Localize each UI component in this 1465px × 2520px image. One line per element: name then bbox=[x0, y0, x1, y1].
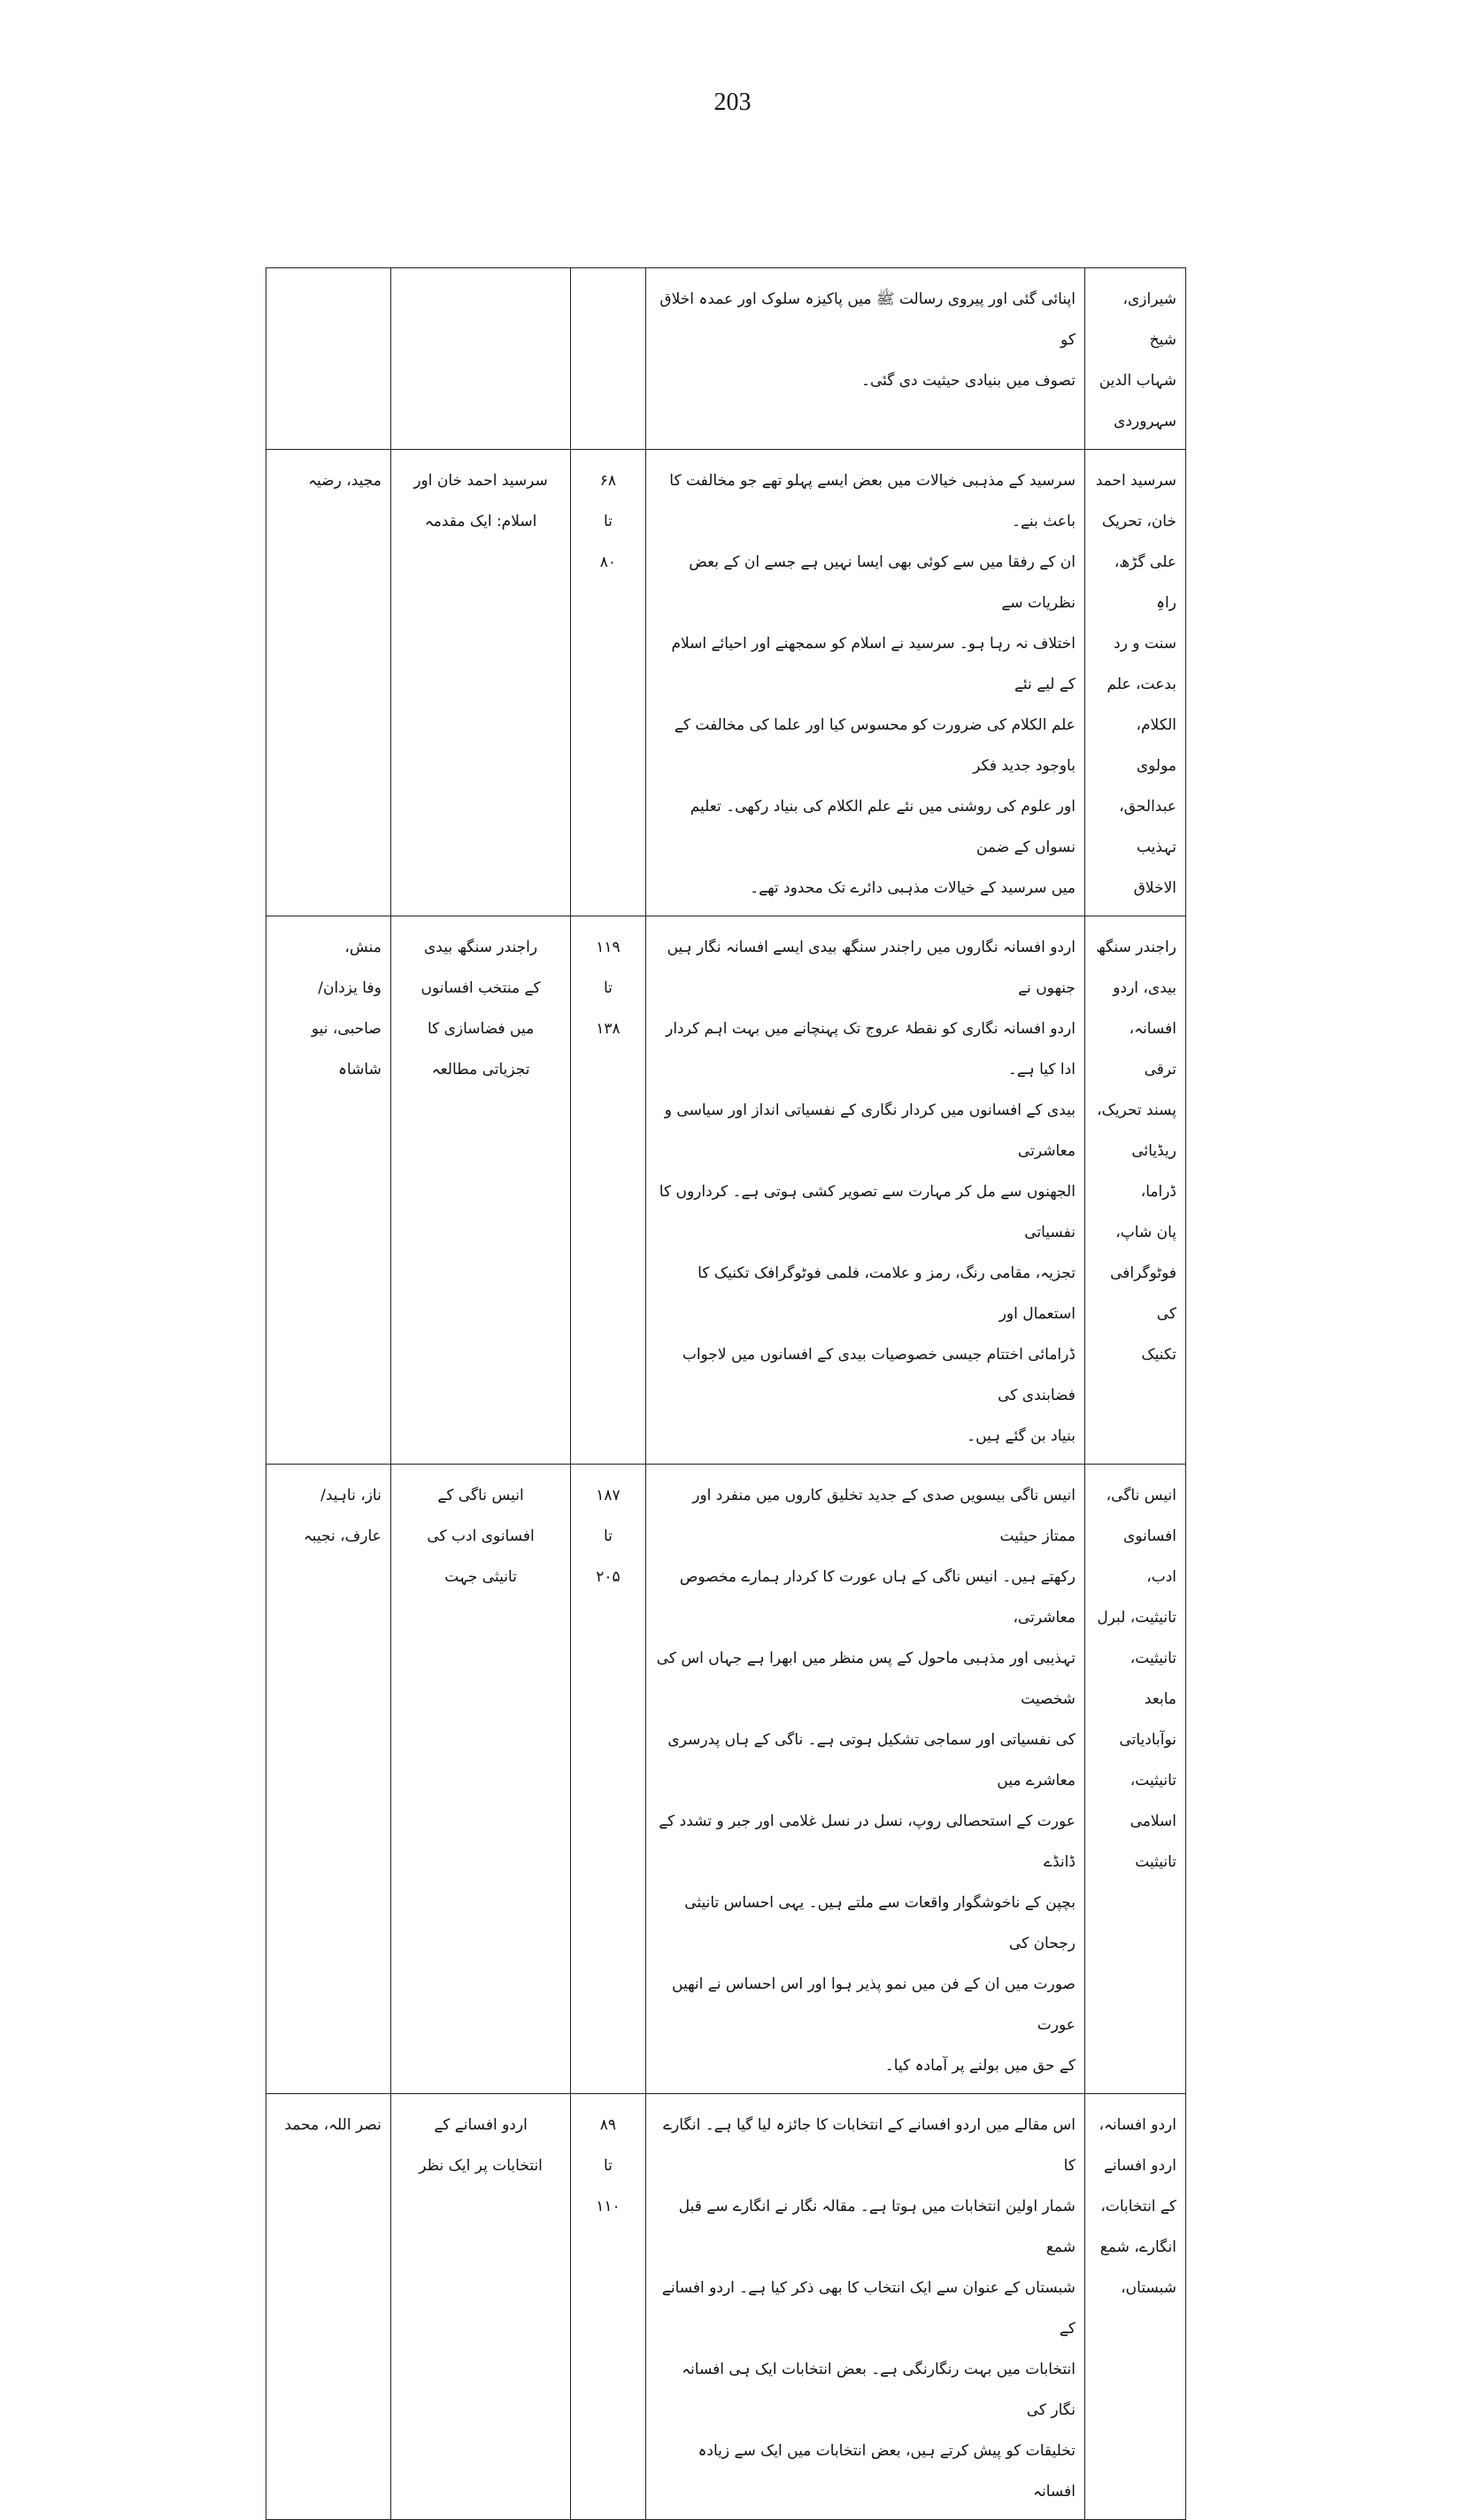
title-cell bbox=[390, 450, 570, 916]
summary-line: شبستاں کے عنوان سے ایک انتخاب کا بھی ذکر کیا ہے۔ اردو افسانے کے bbox=[661, 2279, 1076, 2338]
keywords-cell bbox=[1084, 916, 1185, 1465]
keywords-cell bbox=[1084, 2094, 1185, 2520]
keyword-line: اردو افسانہ، bbox=[1099, 2116, 1176, 2134]
author-cell bbox=[266, 916, 391, 1465]
page-range-line: ۸۰ bbox=[599, 553, 617, 571]
summary-cell bbox=[645, 450, 1084, 916]
author-line: شاشاہ bbox=[338, 1061, 382, 1078]
title-line: انیس ناگی کے bbox=[437, 1487, 524, 1504]
summary-line: بنیاد بن گئے ہیں۔ bbox=[967, 1427, 1076, 1445]
summary-line: علم الکلام کی ضرورت کو محسوس کیا اور علما کی مخالفت کے باوجود جدید فکر bbox=[674, 716, 1076, 775]
table-row bbox=[266, 1465, 1186, 2094]
author-cell bbox=[266, 2094, 391, 2520]
summary-cell bbox=[645, 916, 1084, 1465]
author-line: نصر اللہ، محمد bbox=[284, 2116, 382, 2134]
summary-line: بیدی کے افسانوں میں کردار نگاری کے نفسیاتی انداز اور سیاسی و معاشرتی bbox=[664, 1102, 1076, 1160]
summary-line: اختلاف نہ رہا ہو۔ سرسید نے اسلام کو سمجھنے اور احیائے اسلام کے لیے نئے bbox=[671, 635, 1076, 693]
summary-line: انیس ناگی بیسویں صدی کے جدید تخلیق کاروں میں منفرد اور ممتاز حیثیت bbox=[692, 1487, 1076, 1545]
page-range-line: تا bbox=[603, 1527, 613, 1545]
summary-line: اردو افسانہ نگاری کو نقطۂ عروج تک پہنچانے میں بہت اہم کردار ادا کیا ہے۔ bbox=[666, 1020, 1076, 1078]
keyword-line: انگارے، شمع bbox=[1099, 2238, 1176, 2256]
keyword-line: تانیثیت، bbox=[1130, 1772, 1176, 1790]
summary-line: الجھنوں سے مل کر مہارت سے تصویر کشی ہوتی ہے۔ کرداروں کا نفسیاتی bbox=[659, 1183, 1076, 1241]
author-cell bbox=[266, 268, 391, 450]
keyword-line: بدعت، علم bbox=[1106, 676, 1176, 693]
summary-line: صورت میں ان کے فن میں نمو پذیر ہوا اور اس احساس نے انھیں عورت bbox=[672, 1975, 1076, 2034]
title-line: راجندر سنگھ بیدی bbox=[424, 939, 538, 956]
keyword-line: تکنیک bbox=[1141, 1346, 1176, 1364]
summary-line: اپنائی گئی اور پیروی رسالت ﷺ میں پاکیزہ سلوک اور عمدہ اخلاق کو bbox=[659, 290, 1076, 349]
title-line: میں فضاسازی کا bbox=[427, 1020, 535, 1038]
table-row bbox=[266, 268, 1186, 450]
pages-cell bbox=[571, 916, 645, 1465]
keyword-line: ریڈیائی ڈراما، bbox=[1131, 1142, 1176, 1201]
keyword-line: شیرازی، شیخ bbox=[1122, 290, 1176, 349]
title-cell bbox=[390, 916, 570, 1465]
page-range-line: تا bbox=[603, 513, 613, 530]
keyword-line: سنت و رد bbox=[1114, 635, 1176, 653]
pages-cell bbox=[571, 268, 645, 450]
keywords-cell bbox=[1084, 1465, 1185, 2094]
summary-line: سرسید کے مذہبی خیالات میں بعض ایسے پہلو تھے جو مخالفت کا باعث بنے۔ bbox=[669, 472, 1076, 530]
keyword-line: بیدی، اردو bbox=[1113, 979, 1176, 997]
keyword-line: شہاب الدین bbox=[1099, 372, 1176, 390]
keywords-cell bbox=[1084, 450, 1185, 916]
title-line: سرسید احمد خان اور bbox=[413, 472, 548, 490]
author-line: ناز، ناہید/ bbox=[320, 1487, 382, 1504]
keyword-line: اردو افسانے bbox=[1103, 2157, 1176, 2175]
summary-line: ان کے رفقا میں سے کوئی بھی ایسا نہیں ہے جسے ان کے بعض نظریات سے bbox=[689, 553, 1076, 612]
summary-line: شمار اولین انتخابات میں ہوتا ہے۔ مقالہ نگار نے انگارے سے قبل شمع bbox=[678, 2198, 1076, 2256]
keyword-line: تہذیب bbox=[1136, 839, 1176, 856]
summary-line: میں سرسید کے خیالات مذہبی دائرے تک محدود تھے۔ bbox=[750, 879, 1076, 897]
author-line: منش، bbox=[344, 939, 382, 956]
keyword-line: انیس ناگی، bbox=[1106, 1487, 1176, 1504]
summary-line: تجزیہ، مقامی رنگ، رمز و علامت، فلمی فوٹوگرافک تکنیک کا استعمال اور bbox=[698, 1264, 1076, 1323]
keyword-line: افسانہ، ترقی bbox=[1129, 1020, 1176, 1078]
keyword-line: الکلام، مولوی bbox=[1136, 716, 1176, 775]
title-line: افسانوی ادب کی bbox=[427, 1527, 535, 1545]
keyword-line: تانیثیت bbox=[1135, 1853, 1176, 1871]
table-row bbox=[266, 916, 1186, 1465]
author-line: عارف، نجیبہ bbox=[303, 1527, 382, 1545]
table-row bbox=[266, 2094, 1186, 2520]
summary-cell bbox=[645, 268, 1084, 450]
keyword-line: تانیثیت، لبرل bbox=[1097, 1609, 1176, 1627]
keyword-line: کے انتخابات، bbox=[1100, 2198, 1176, 2215]
keyword-line: شبستاں، bbox=[1121, 2279, 1176, 2297]
table-row bbox=[266, 450, 1186, 916]
title-line: تجزیاتی مطالعہ bbox=[431, 1061, 530, 1078]
summary-line: عورت کے استحصالی روپ، نسل در نسل غلامی اور جبر و تشدد کے ڈانڈے bbox=[659, 1813, 1076, 1871]
author-line: وفا یزدان/ bbox=[318, 979, 382, 997]
page-range-line: ۱۳۸ bbox=[596, 1020, 621, 1038]
keyword-line: اسلامی bbox=[1130, 1813, 1176, 1830]
summary-line: تخلیقات کو پیش کرتے ہیں، بعض انتخابات میں ایک سے زیادہ افسانہ bbox=[698, 2442, 1076, 2501]
article-index-table bbox=[266, 267, 1186, 2520]
author-cell bbox=[266, 1465, 391, 2094]
title-cell bbox=[390, 268, 570, 450]
table-body bbox=[266, 268, 1186, 2520]
page-range-line: ۱۱۰ bbox=[596, 2198, 621, 2215]
keyword-line: راجندر سنگھ bbox=[1096, 939, 1176, 956]
summary-cell bbox=[645, 2094, 1084, 2520]
page-range-line: ۸۹ bbox=[599, 2116, 617, 2134]
summary-line: تصوف میں بنیادی حیثیت دی گئی۔ bbox=[860, 372, 1076, 390]
keyword-line: تانیثیت، مابعد bbox=[1130, 1650, 1176, 1708]
summary-line: انتخابات میں بہت رنگارنگی ہے۔ بعض انتخابات ایک ہی افسانہ نگار کی bbox=[682, 2361, 1076, 2419]
page-number: 203 bbox=[713, 89, 752, 116]
page-range-line: ۱۱۹ bbox=[596, 939, 621, 956]
keyword-line: پان شاپ، bbox=[1115, 1224, 1176, 1241]
pages-cell bbox=[571, 450, 645, 916]
page-range-line: ۶۸ bbox=[599, 472, 617, 490]
summary-line: کے حق میں بولنے پر آمادہ کیا۔ bbox=[884, 2057, 1076, 2075]
title-line: انتخابات پر ایک نظر bbox=[419, 2157, 543, 2175]
title-line: تانیثی جہت bbox=[444, 1568, 517, 1586]
title-cell bbox=[390, 1465, 570, 2094]
pages-cell bbox=[571, 1465, 645, 2094]
summary-line: ڈرامائی اختتام جیسی خصوصیات بیدی کے افسانوں میں لاجواب فضابندی کی bbox=[682, 1346, 1076, 1404]
summary-line: اور علوم کی روشنی میں نئے علم الکلام کی بنیاد رکھی۔ تعلیم نسواں کے ضمن bbox=[690, 798, 1076, 856]
keyword-line: فوٹوگرافی کی bbox=[1110, 1264, 1176, 1323]
keyword-line: عبدالحق، bbox=[1119, 798, 1176, 816]
summary-line: تہذیبی اور مذہبی ماحول کے پس منظر میں ابھرا ہے جہاں اس کی شخصیت bbox=[656, 1650, 1076, 1708]
author-line: مجید، رضیہ bbox=[308, 472, 382, 490]
author-cell bbox=[266, 450, 391, 916]
author-line: صاحبی، نیو bbox=[311, 1020, 382, 1038]
page-range-line: تا bbox=[603, 2157, 613, 2175]
keyword-line: سہروردی bbox=[1114, 413, 1176, 430]
pages-cell bbox=[571, 2094, 645, 2520]
keyword-line: الاخلاق bbox=[1133, 879, 1176, 897]
page-range-line: ۱۸۷ bbox=[596, 1487, 621, 1504]
page-range-line: تا bbox=[603, 979, 613, 997]
summary-cell bbox=[645, 1465, 1084, 2094]
summary-line: اردو افسانہ نگاروں میں راجندر سنگھ بیدی ایسے افسانہ نگار ہیں جنھوں نے bbox=[667, 939, 1076, 997]
page-range-line: ۲۰۵ bbox=[596, 1568, 621, 1586]
title-line: اردو افسانے کے bbox=[434, 2116, 528, 2134]
keyword-line: پسند تحریک، bbox=[1097, 1102, 1176, 1119]
title-line: کے منتخب افسانوں bbox=[420, 979, 541, 997]
keyword-line: علی گڑھ، راہِ bbox=[1114, 553, 1176, 612]
summary-line: کی نفسیاتی اور سماجی تشکیل ہوتی ہے۔ ناگی کے ہاں پدرسری معاشرے میں bbox=[667, 1731, 1076, 1790]
summary-line: رکھتے ہیں۔ انیس ناگی کے ہاں عورت کا کردار ہمارے مخصوص معاشرتی، bbox=[679, 1568, 1076, 1627]
keyword-line: خان، تحریک bbox=[1101, 513, 1176, 530]
summary-line: اس مقالے میں اردو افسانے کے انتخابات کا جائزہ لیا گیا ہے۔ انگارے کا bbox=[663, 2116, 1076, 2175]
title-line: اسلام: ایک مقدمہ bbox=[424, 513, 537, 530]
keyword-line: نوآبادیاتی bbox=[1119, 1731, 1176, 1749]
keyword-line: سرسید احمد bbox=[1095, 472, 1176, 490]
summary-line: بچپن کے ناخوشگوار واقعات سے ملتے ہیں۔ یہی احساس تانیثی رجحان کی bbox=[684, 1894, 1076, 1952]
title-cell bbox=[390, 2094, 570, 2520]
keyword-line: افسانوی ادب، bbox=[1122, 1527, 1176, 1586]
keywords-cell bbox=[1084, 268, 1185, 450]
